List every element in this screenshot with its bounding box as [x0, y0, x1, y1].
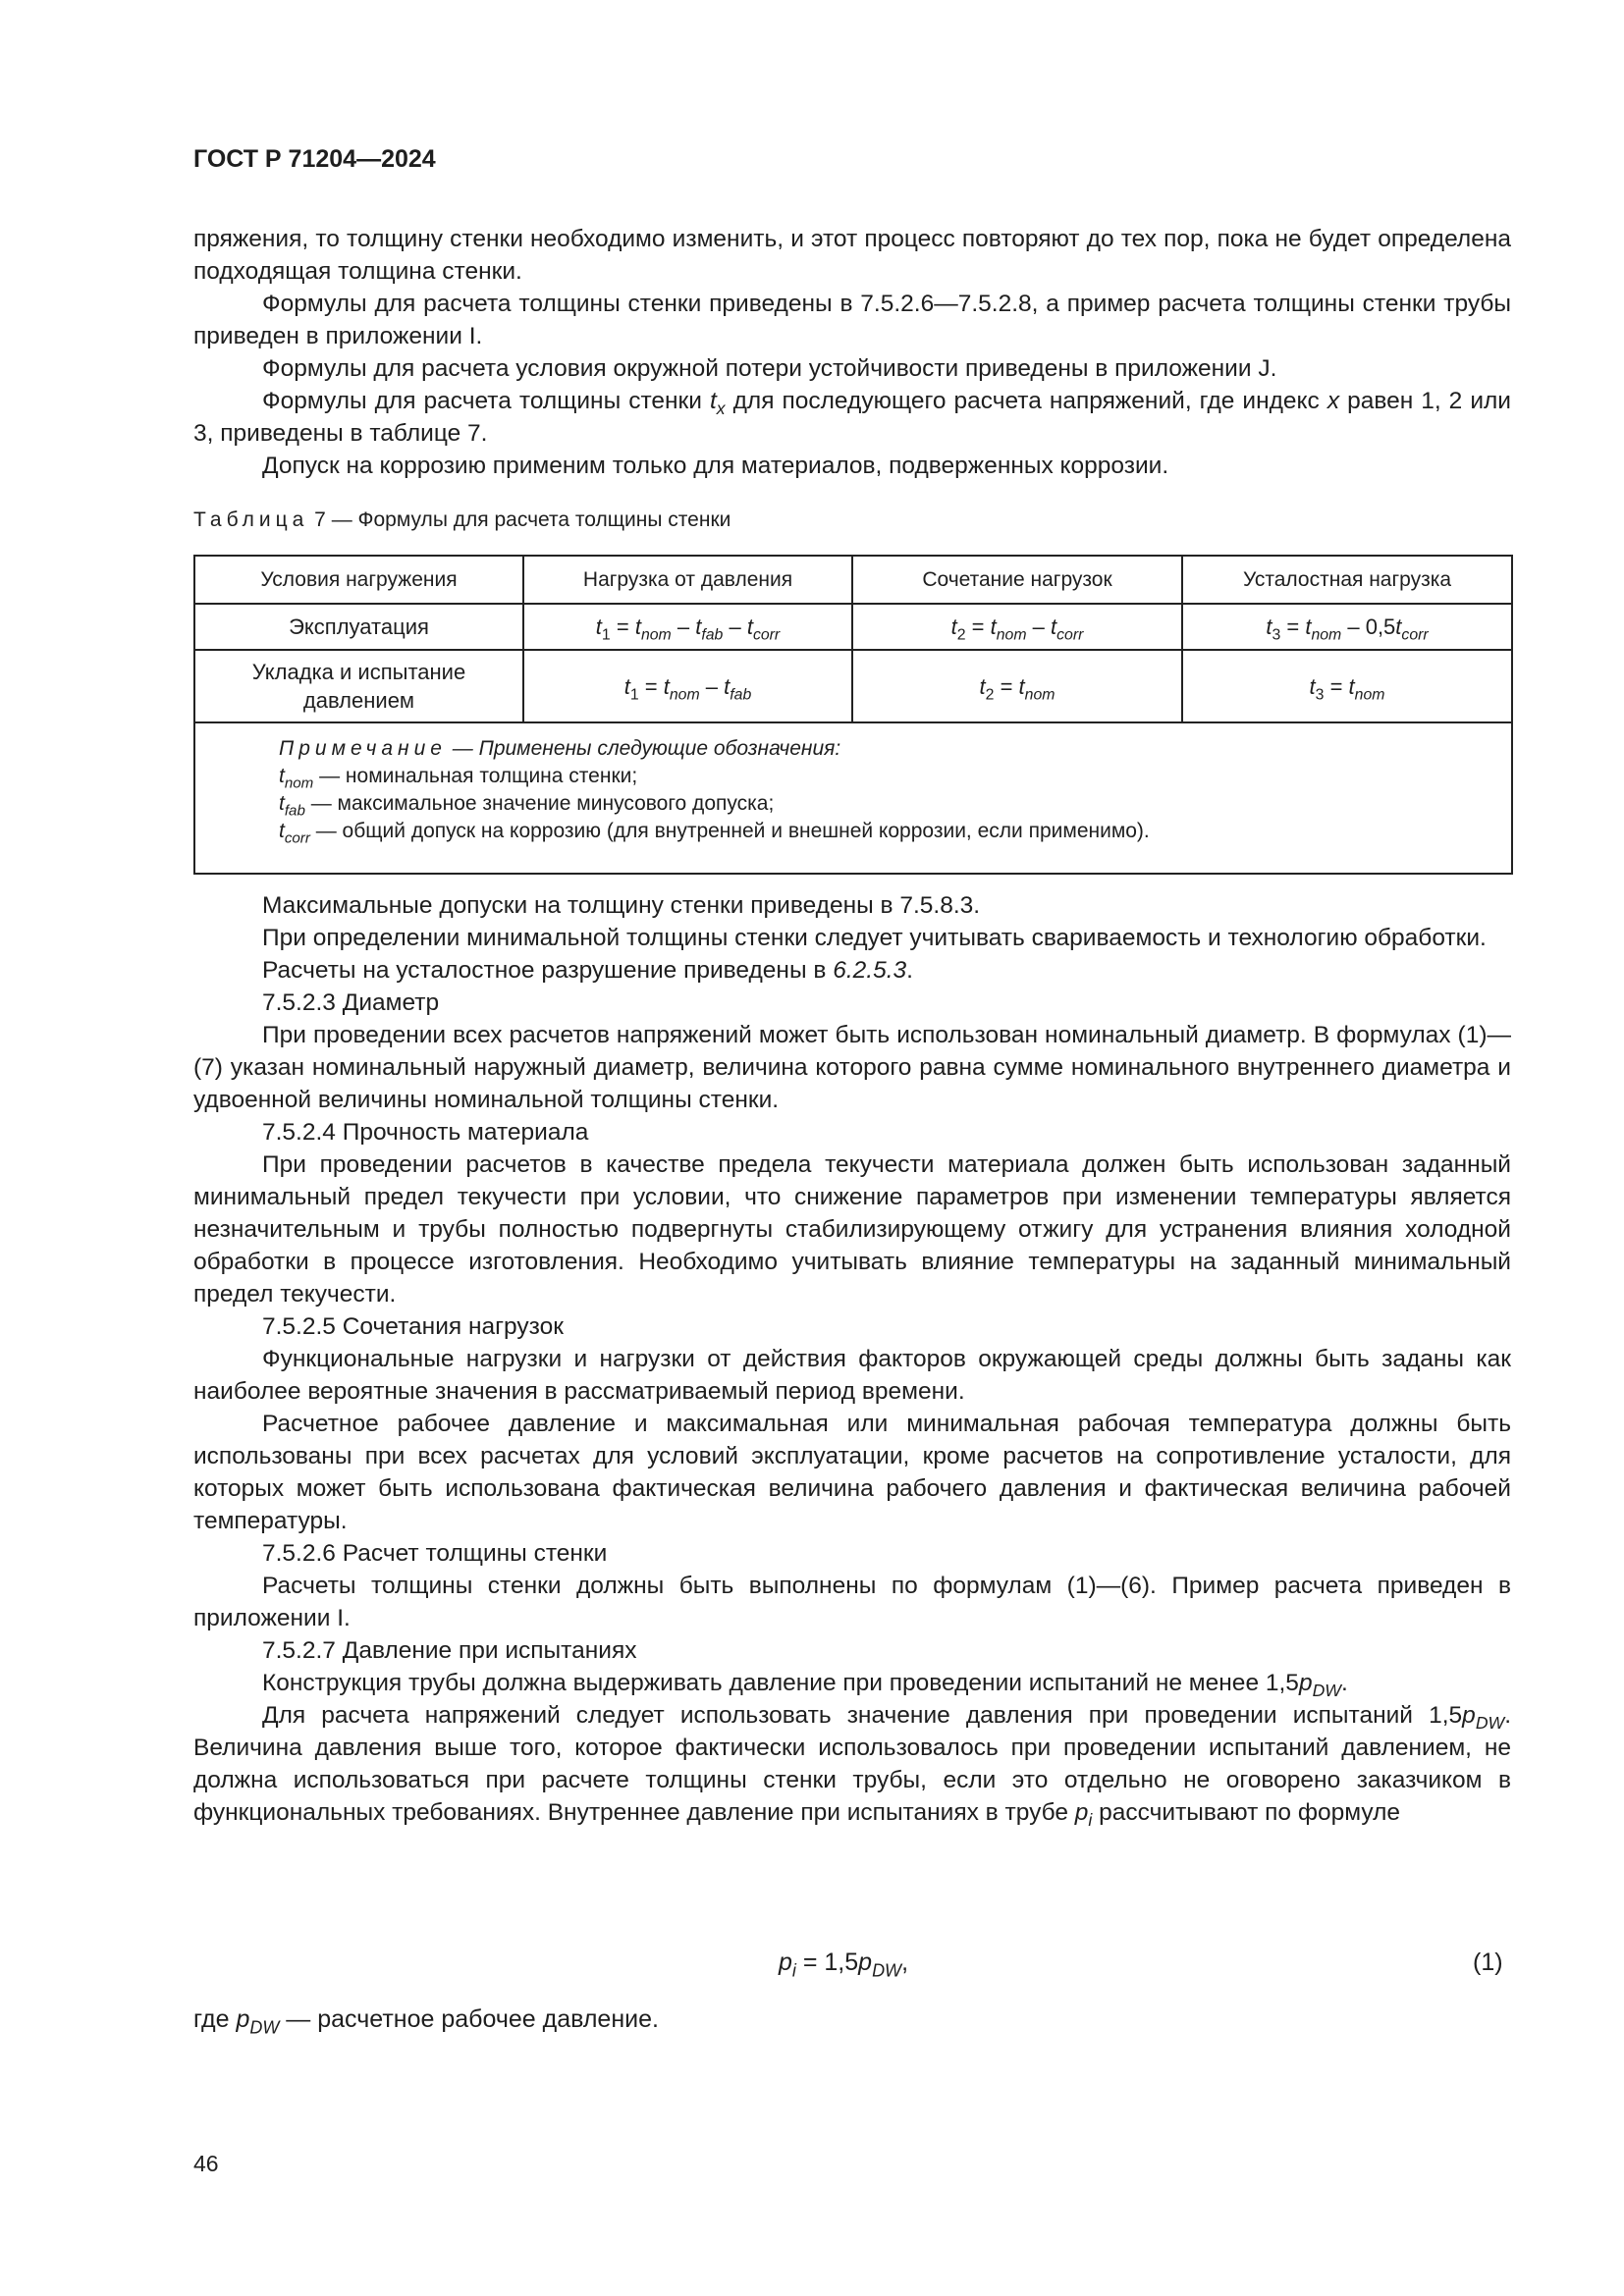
section-heading: 7.5.2.3 Диаметр	[262, 989, 440, 1016]
table-note-row	[194, 722, 1512, 874]
table-note	[194, 722, 1512, 874]
formula-cell: $t_3 = t_{nom} - 0,5t_{corr}$	[1182, 604, 1512, 650]
paragraph: Для расчета напряжений следует использовать значение давления при проведении испытаний $1,5p_{DW}$. Величина давления выше того, которое фактически использовалось при проведении испытаний давлением, не должна использоваться при расчете толщины стенки трубы, если это отдельно не оговорено заказчиком в функциональных требованиях. Внутреннее давление при испытаниях в трубе $p_i$ рассчитывают по формуле	[193, 1702, 1511, 1831]
formula-cell: $t_3 = t_{nom}$	[1182, 650, 1512, 722]
row-label: Укладка и испытание давлением	[194, 650, 523, 722]
paragraph: Функциональные нагрузки и нагрузки от действия факторов окружающей среды должны быть заданы как наиболее вероятные значения в рассматриваемый период времени.	[193, 1346, 1511, 1405]
row-label: Эксплуатация	[194, 604, 523, 650]
table-header-row	[194, 556, 1512, 604]
table-header-cell: Условия нагружения	[194, 556, 523, 604]
table-row	[194, 650, 1512, 722]
paragraph: пряжения, то толщину стенки необходимо изменить, и этот процесс повторяют до тех пор, пока не будет определена подходящая толщина стенки.	[193, 226, 1511, 285]
note-title: Примечание — Применены следующие обозначения:	[279, 737, 841, 760]
formula-cell: $t_1 = t_{nom} - t_{fab}$	[523, 650, 852, 722]
paragraph: Допуск на коррозию применим только для материалов, подверженных коррозии.	[262, 453, 1169, 479]
note-item: $t_{fab}$ — максимальное значение минусового допуска;	[279, 792, 775, 820]
paragraph: Формулы для расчета толщины стенки приведены в 7.5.2.6—7.5.2.8, а пример расчета толщины стенки трубы приведен в приложении I.	[193, 291, 1511, 349]
document-header: ГОСТ Р 71204—2024	[193, 145, 436, 173]
equation: $p_i = 1,5p_{DW}$,	[779, 1949, 909, 1981]
equation-number: (1)	[1473, 1949, 1503, 1976]
paragraph: Формулы для расчета условия окружной потери устойчивости приведены в приложении J.	[262, 355, 1277, 382]
where-clause: где $p_{DW}$ — расчетное рабочее давление.	[193, 2005, 659, 2038]
formula-cell: $t_1 = t_{nom} - t_{fab} - t_{corr}$	[523, 604, 852, 650]
paragraph: Расчетное рабочее давление и максимальная или минимальная рабочая температура должны быть использованы при всех расчетах для условий эксплуатации, кроме расчетов на сопротивление усталости, для которых может быть использована фактическая величина рабочего давления и фактическая величина рабочей температуры.	[193, 1411, 1511, 1534]
section-heading: 7.5.2.4 Прочность материала	[262, 1119, 589, 1146]
note-item: $t_{nom}$ — номинальная толщина стенки;	[279, 765, 638, 792]
note-item: $t_{corr}$ — общий допуск на коррозию (для внутренней и внешней коррозии, если применимо).	[279, 820, 1150, 847]
formula-cell: $t_2 = t_{nom} - t_{corr}$	[852, 604, 1182, 650]
section-heading: 7.5.2.7 Давление при испытаниях	[262, 1637, 637, 1664]
section-heading: 7.5.2.5 Сочетания нагрузок	[262, 1313, 564, 1340]
table-header-cell: Нагрузка от давления	[523, 556, 852, 604]
table-row	[194, 604, 1512, 650]
intro-text	[193, 223, 1511, 482]
table-caption: Таблица 7 — Формулы для расчета толщины стенки	[193, 508, 731, 531]
formula-table	[193, 555, 1513, 875]
section-heading: 7.5.2.6 Расчет толщины стенки	[262, 1540, 608, 1567]
body-text	[193, 889, 1511, 1829]
paragraph: Расчеты толщины стенки должны быть выполнены по формулам (1)—(6). Пример расчета приведен в приложении I.	[193, 1573, 1511, 1631]
paragraph: Максимальные допуски на толщину стенки приведены в 7.5.8.3.	[262, 892, 981, 919]
paragraph: При определении минимальной толщины стенки следует учитывать свариваемость и технологию обработки.	[262, 925, 1487, 951]
paragraph-tx: Формулы для расчета толщины стенки $t_x$ для последующего расчета напряжений, где индекс x равен 1, 2 или 3, приведены в таблице 7.	[193, 388, 1511, 447]
table-header-cell: Сочетание нагрузок	[852, 556, 1182, 604]
page-number: 46	[193, 2151, 219, 2176]
paragraph: Конструкция трубы должна выдерживать давление при проведении испытаний не менее $1,5p_{DW}$.	[262, 1670, 1348, 1701]
formula-cell: $t_2 = t_{nom}$	[852, 650, 1182, 722]
paragraph: Расчеты на усталостное разрушение приведены в 6.2.5.3.	[262, 957, 913, 984]
table-header-cell: Усталостная нагрузка	[1182, 556, 1512, 604]
paragraph: При проведении расчетов в качестве предела текучести материала должен быть использован заданный минимальный предел текучести при условии, что снижение параметров при изменении температуры является незначительным и трубы полностью подвергнуты стабилизирующему отжигу для устранения влияния холодной обработки в процессе изготовления. Необходимо учитывать влияние температуры на заданный минимальный предел текучести.	[193, 1151, 1511, 1308]
paragraph: При проведении всех расчетов напряжений может быть использован номинальный диаметр. В формулах (1)—(7) указан номинальный наружный диаметр, величина которого равна сумме номинального внутреннего диаметра и удвоенной величины номинальной толщины стенки.	[193, 1022, 1511, 1113]
